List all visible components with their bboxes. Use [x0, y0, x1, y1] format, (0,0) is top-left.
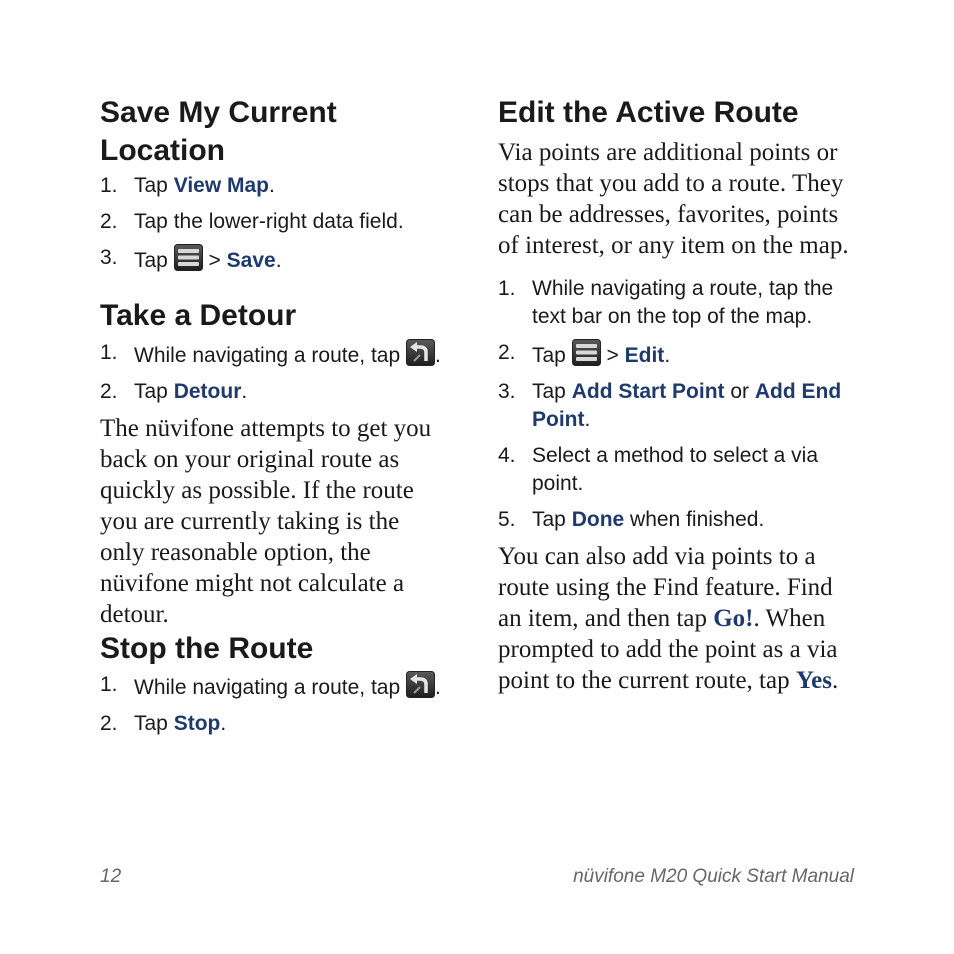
list-item: 1. While navigating a route, tap .: [100, 673, 441, 699]
add-start-point-keyword: Add Start Point: [571, 380, 725, 403]
edit-steps: [498, 275, 858, 542]
save-keyword: Save: [226, 249, 276, 272]
stop-steps: [100, 671, 441, 746]
list-item: 2. Tap Stop.: [100, 712, 227, 735]
manual-title: nüvifone M20 Quick Start Manual: [573, 866, 854, 887]
list-item: 3. Tap > Save.: [100, 246, 282, 272]
list-item: 5. Tap Done when finished.: [498, 508, 765, 531]
menu-icon: [174, 244, 203, 271]
list-item: 4. Select a method to select a via point.: [498, 444, 818, 495]
go-keyword: Go!: [713, 605, 754, 632]
detour-steps: [100, 339, 441, 414]
stop-keyword: Stop: [173, 712, 221, 735]
done-keyword: Done: [571, 508, 625, 531]
list-item: 1. Tap View Map.: [100, 174, 275, 197]
heading-edit-route: Edit the Active Route: [498, 96, 799, 129]
heading-save-location: Save My Current Location: [100, 96, 337, 167]
detour-icon: [406, 339, 435, 366]
list-item: 2. Tap the lower-right data field.: [100, 210, 404, 233]
add-end-point-keyword: Add End Point: [532, 380, 842, 431]
detour-icon: [406, 671, 435, 698]
page-number: 12: [100, 866, 122, 887]
heading-stop-route: Stop the Route: [100, 632, 314, 665]
edit-intro-paragraph: Via points are additional points or stops that you add to a route. They can be addresses, favorites, points of interest, or any item on the map.: [498, 139, 849, 259]
view-map-keyword: View Map: [173, 174, 270, 197]
detour-keyword: Detour: [173, 380, 242, 403]
list-item: 2. Tap > Edit.: [498, 341, 671, 367]
detour-paragraph: The nüvifone attempts to get you back on your original route as quickly as possible. If the route you are currently taking is the only reasonable option, the nüvifone might not calculate a detour.: [100, 415, 432, 628]
list-item: 1. While navigating a route, tap .: [100, 341, 441, 367]
edit-outro-paragraph: You can also add via points to a route using the Find feature. Find an item, and then tap Go!. When prompted to add the point as a via point to the current route, tap Yes.: [498, 543, 839, 694]
heading-take-detour: Take a Detour: [100, 299, 297, 332]
list-item: 3. Tap Add Start Point or Add End Point.: [498, 380, 842, 431]
list-item: 2. Tap Detour.: [100, 380, 248, 403]
save-location-steps: [100, 172, 404, 283]
list-item: 1. While navigating a route, tap the text bar on the top of the map.: [498, 277, 834, 328]
edit-keyword: Edit: [624, 344, 665, 367]
yes-keyword: Yes: [795, 667, 832, 694]
menu-icon: [572, 339, 601, 366]
